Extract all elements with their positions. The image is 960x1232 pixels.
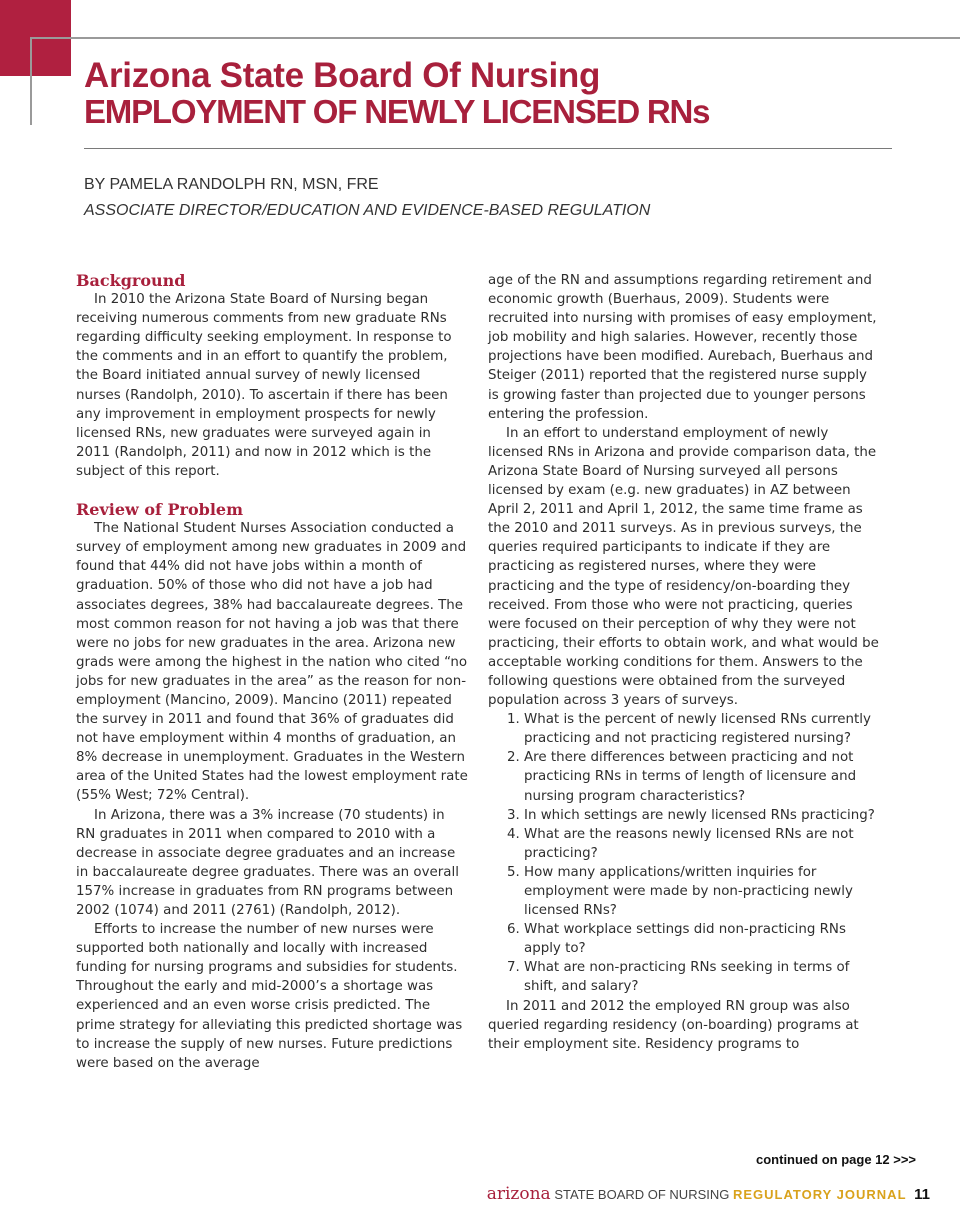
list-item: 7. What are non-practicing RNs seeking in terms of shift, and salary? <box>524 958 880 996</box>
list-item: 6. What workplace settings did non-practicing RNs apply to? <box>524 920 880 958</box>
list-item: 4. What are the reasons newly licensed RNs are not practicing? <box>524 825 880 863</box>
survey-questions-list <box>488 710 880 996</box>
title-line-1: Arizona State Board Of Nursing <box>84 56 601 95</box>
left-rule <box>30 37 32 125</box>
title-line-2: EMPLOYMENT OF NEWLY LICENSED RNs <box>84 93 710 130</box>
review-paragraph-1: The National Student Nurses Association conducted a survey of employment among new graduates in 2009 and found that 44% did not have jobs within a month of graduation. 50% of those who did not have a job had associates degrees, 38% had baccalaureate degrees. The most common reason for not having a job was that there were no jobs for new graduates in the area. Arizona new grads were among the highest in the nation who cited “no jobs for new graduates in the area” as the reason for non-employment (Mancino, 2009). Mancino (2011) repeated the survey in 2011 and found that 36% of graduates did not have employment within 4 months of graduation, an 8% decrease in unemployment. Graduates in the Western area of the United States had the lowest employment rate (55% West; 72% Central). <box>76 521 468 804</box>
survey-paragraph: In an effort to understand employment of newly licensed RNs in Arizona and provide comparison data, the Arizona State Board of Nursing surveyed all persons licensed by exam (e.g. new graduates) in AZ between April 2, 2011 and April 1, 2012, the same time frame as the 2010 and 2011 surveys. As in previous surveys, the queries required participants to indicate if they are practicing as registered nurses, where they were practicing and the type of residency/on-boarding they received. From those who were not practicing, queries were focused on their perception of why they were not practicing, their efforts to obtain work, and what would be acceptable working conditions for them. Answers to the following questions were obtained from the surveyed population across 3 years of surveys. <box>488 425 879 709</box>
footer-journal: REGULATORY JOURNAL <box>732 1187 907 1202</box>
review-paragraph-3: Efforts to increase the number of new nurses were supported both nationally and locally with increased funding for nursing programs and subsidies for students. Throughout the early and mid-2000’s a shortage was experienced and an even worse crisis predicted. The prime strategy for alleviating this predicted shortage was to increase the supply of new nurses. Future predictions were based on the average <box>76 922 463 1071</box>
footer-board: STATE BOARD OF NURSING <box>554 1187 730 1202</box>
residency-paragraph: In 2011 and 2012 the employed RN group was also queried regarding residency (on-boarding) programs at their employment site. Residency programs to <box>488 998 859 1052</box>
continued-on-link[interactable]: continued on page 12 >>> <box>756 1152 917 1167</box>
top-rule <box>30 37 960 39</box>
page-footer <box>487 1184 930 1204</box>
right-column <box>488 271 880 1054</box>
author-role: ASSOCIATE DIRECTOR/EDUCATION AND EVIDENCE-BASED REGULATION <box>84 202 651 219</box>
byline <box>84 172 650 224</box>
heading-background: Background <box>76 271 186 290</box>
heading-review-of-problem: Review of Problem <box>76 500 244 520</box>
title-divider <box>84 148 892 149</box>
continuation-paragraph: age of the RN and assumptions regarding retirement and economic growth (Buerhaus, 2009). Students were recruited into nursing with promises of easy employment, job mobility and high salaries. However, recently those projections have been modified. Aurebach, Buerhaus and Steiger (2011) reported that the registered nurse supply is growing faster than projected due to younger persons entering the profession. <box>488 273 877 422</box>
footer-brand: arizona <box>486 1184 551 1204</box>
review-paragraph-2: In Arizona, there was a 3% increase (70 students) in RN graduates in 2011 when compared to 2010 with a decrease in associate degree graduates and an increase in baccalaureate degree graduates. There was an overall 157% increase in graduates from RN programs between 2002 (1074) and 2011 (2761) (Randolph, 2012). <box>76 807 459 918</box>
background-paragraph: In 2010 the Arizona State Board of Nursing began receiving numerous comments from new graduate RNs regarding difficulty seeking employment. In response to the comments and in an effort to quantify the problem, the Board initiated annual survey of newly licensed nurses (Randolph, 2010). To ascertain if there has been any improvement in employment prospects for newly licensed RNs, new graduates were surveyed again in 2011 (Randolph, 2011) and now in 2012 which is the subject of this report. <box>76 292 452 479</box>
author-name: BY PAMELA RANDOLPH RN, MSN, FRE <box>84 176 379 193</box>
article-title <box>84 58 709 130</box>
list-item: 1. What is the percent of newly licensed RNs currently practicing and not practicing registered nursing? <box>524 710 880 748</box>
page-number: 11 <box>914 1186 930 1203</box>
list-item: 5. How many applications/written inquiries for employment were made by non-practicing newly licensed RNs? <box>524 863 880 920</box>
list-item: 3. In which settings are newly licensed RNs practicing? <box>524 806 880 825</box>
list-item: 2. Are there differences between practicing and not practicing RNs in terms of length of licensure and nursing program characteristics? <box>524 748 880 805</box>
left-column <box>76 271 468 1073</box>
